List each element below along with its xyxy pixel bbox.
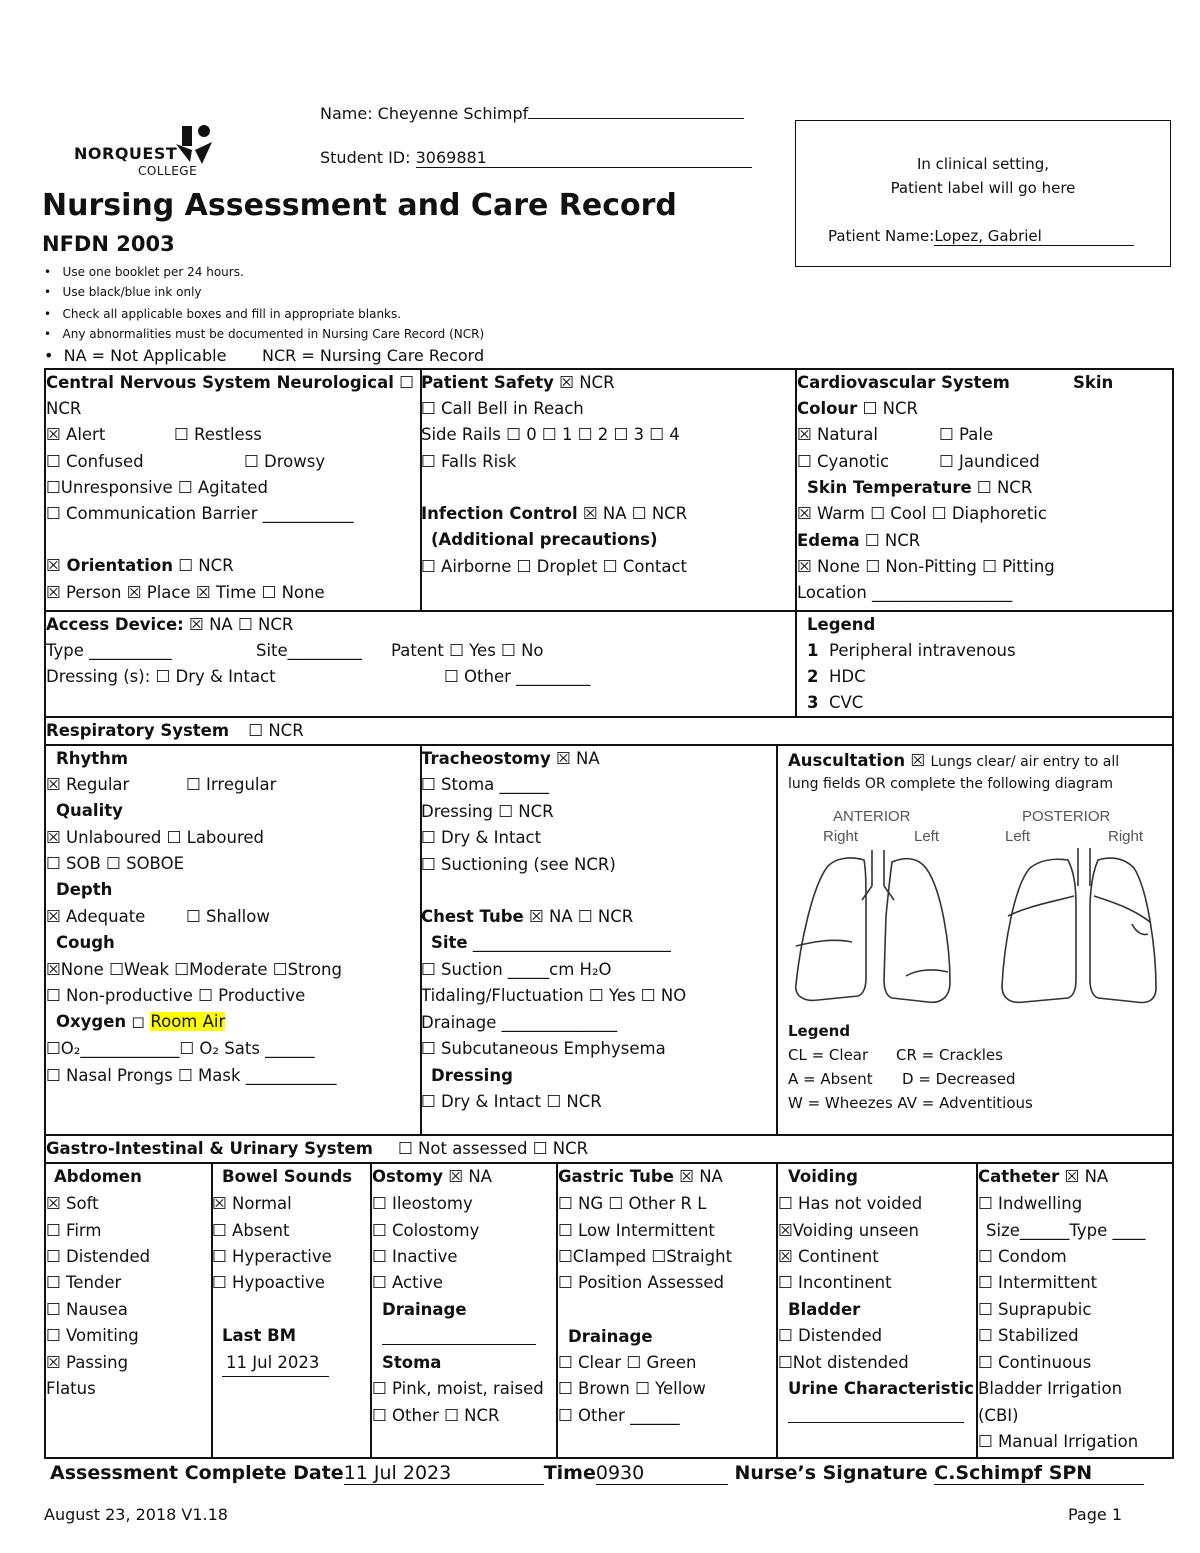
skin-temperature-ncr[interactable]: ☐ NCR	[971, 478, 1033, 497]
ostomy-item[interactable]: ☐ Ileostomy	[372, 1194, 473, 1213]
regular-checkbox[interactable]: ☒ Regular	[46, 775, 130, 794]
communication-barrier-row[interactable]: ☐ Communication Barrier ___________	[46, 504, 354, 523]
abdomen-item[interactable]: ☐ Tender	[46, 1273, 122, 1292]
edema-location-field[interactable]: Location _________________	[797, 583, 1013, 602]
gi-header	[46, 1136, 1170, 1162]
signature-label: Nurse’s Signature	[734, 1462, 928, 1484]
bladder-title: Bladder	[788, 1300, 861, 1319]
patent-options[interactable]: Patent ☐ Yes ☐ No	[391, 641, 544, 660]
bowel-sounds-section	[212, 1164, 369, 1456]
abdomen-item[interactable]: ☐ Distended	[46, 1247, 151, 1266]
edema-options[interactable]: ☒ None ☐ Non-Pitting ☐ Pitting	[797, 557, 1055, 576]
abdomen-item[interactable]: ☒ Soft	[46, 1194, 99, 1213]
patient-name-label: Patient Name:	[828, 227, 935, 245]
posterior-label: POSTERIOR	[1022, 808, 1111, 825]
urine-characteristic-title: Urine Characteristic	[788, 1379, 974, 1398]
call-bell-checkbox[interactable]: ☐ Call Bell in Reach	[421, 399, 584, 418]
cardiovascular-title: Cardiovascular System	[797, 373, 1010, 392]
legend-item: 2 HDC	[807, 667, 866, 686]
quality-options-2[interactable]: ☐ SOB ☐ SOBOE	[46, 854, 185, 873]
colour-ncr[interactable]: ☐ NCR	[857, 399, 918, 418]
catheter-item[interactable]: ☐ Indwelling	[978, 1194, 1083, 1213]
catheter-title: Catheter	[978, 1167, 1060, 1186]
tracheostomy-section	[421, 746, 775, 1132]
patient-name-value: Lopez, Gabriel	[934, 227, 1134, 246]
lung-diagram-icon	[792, 846, 1170, 1016]
trach-dry-checkbox[interactable]: ☐ Dry & Intact	[421, 828, 542, 847]
bladder-option-2[interactable]: ☐Not distended	[778, 1353, 909, 1372]
gastric-item[interactable]: ☐ Low Intermittent	[558, 1221, 715, 1240]
gi-title: Gastro-Intestinal & Urinary System	[46, 1139, 373, 1158]
legend-clear: CL = Clear	[788, 1046, 869, 1064]
ostomy-na[interactable]: ☒ NA	[443, 1167, 492, 1186]
time-value[interactable]: 0930	[596, 1462, 728, 1485]
rhythm-title: Rhythm	[56, 749, 129, 768]
respiratory-title: Respiratory System	[46, 721, 230, 740]
anterior-left-label: Left	[914, 828, 940, 845]
posterior-left-label: Left	[1005, 828, 1031, 845]
course-code: NFDN 2003	[42, 232, 175, 256]
oxygen-title: Oxygen	[56, 1012, 127, 1031]
legend-absent: A = Absent	[788, 1070, 873, 1088]
quality-title: Quality	[56, 801, 123, 820]
instruction-item: • Any abnormalities must be documented in Nursing Care Record (NCR)	[44, 327, 485, 341]
subcutaneous-checkbox[interactable]: ☐ Subcutaneous Emphysema	[421, 1039, 666, 1058]
voiding-item[interactable]: ☐ Incontinent	[778, 1273, 892, 1292]
voiding-item[interactable]: ☐ Has not voided	[778, 1194, 923, 1213]
cough-options-2[interactable]: ☐ Non-productive ☐ Productive	[46, 986, 306, 1005]
additional-precautions-label: (Additional precautions)	[431, 530, 658, 549]
precautions-options[interactable]: ☐ Airborne ☐ Droplet ☐ Contact	[421, 557, 688, 576]
gastric-item[interactable]: ☐ NG ☐ Other R L	[558, 1194, 707, 1213]
legend-item: 1 Peripheral intravenous	[807, 641, 1016, 660]
abdomen-section	[46, 1164, 210, 1456]
time-label: Time	[543, 1462, 596, 1484]
cns-ncr: NCR	[46, 399, 82, 418]
patient-safety-title: Patient Safety	[421, 373, 554, 392]
label-box-line2: Patient label will go here	[890, 179, 1076, 197]
manual-irrigation-checkbox[interactable]: ☐ Manual Irrigation	[978, 1432, 1139, 1451]
nasal-prongs-row[interactable]: ☐ Nasal Prongs ☐ Mask ___________	[46, 1066, 337, 1085]
shallow-checkbox[interactable]: ☐ Shallow	[186, 907, 270, 926]
access-device-section	[46, 612, 794, 714]
bowel-item[interactable]: ☒ Normal	[212, 1194, 292, 1213]
infection-control-title: Infection Control	[421, 504, 578, 523]
name-label: Name: Cheyenne Schimpf	[320, 104, 529, 123]
orientation-ncr[interactable]: ☐ NCR	[172, 556, 234, 575]
cbi-label: (CBI)	[978, 1406, 1019, 1425]
suctioning-checkbox[interactable]: ☐ Suctioning (see NCR)	[421, 855, 616, 874]
complete-date-label: Assessment Complete Date	[50, 1462, 344, 1484]
patient-label-box	[795, 120, 1171, 267]
skin-title: Skin	[1073, 373, 1114, 392]
auscultation-legend-title: Legend	[788, 1022, 851, 1040]
stoma-option-2[interactable]: ☐ Other ☐ NCR	[372, 1406, 500, 1425]
auscultation-text1: Lungs clear/ air entry to all	[930, 754, 1120, 770]
natural-checkbox[interactable]: ☒ Natural	[797, 425, 878, 444]
cyanotic-checkbox[interactable]: ☐ Cyanotic	[797, 452, 890, 471]
last-bm-title: Last BM	[222, 1326, 297, 1345]
stoma-field[interactable]: ☐ Stoma ______	[421, 775, 550, 794]
page-number: Page 1	[1068, 1505, 1122, 1524]
signature-value[interactable]: C.Schimpf SPN	[934, 1462, 1144, 1485]
student-id-label: Student ID:	[320, 148, 416, 167]
access-type-field[interactable]: Type __________	[46, 641, 172, 660]
cns-section	[46, 370, 418, 608]
abdomen-item[interactable]: ☐ Vomiting	[46, 1326, 139, 1345]
urine-characteristic-field[interactable]	[788, 1422, 964, 1423]
depth-title: Depth	[56, 880, 113, 899]
tracheostomy-na[interactable]: ☒ NA	[550, 749, 600, 768]
legend-item: 3 CVC	[807, 693, 864, 712]
catheter-na[interactable]: ☒ NA	[1059, 1167, 1109, 1186]
patient-safety-section	[421, 370, 793, 608]
logo-text: NORQUEST	[74, 144, 178, 163]
legend-decreased: D = Decreased	[902, 1070, 1016, 1088]
gastric-drainage-title: Drainage	[568, 1327, 653, 1346]
side-rails-row[interactable]: Side Rails ☐ 0 ☐ 1 ☐ 2 ☐ 3 ☐ 4	[421, 425, 680, 444]
falls-risk-checkbox[interactable]: ☐ Falls Risk	[421, 452, 517, 471]
bladder-option-1[interactable]: ☐ Distended	[778, 1326, 883, 1345]
instruction-item: • Use one booklet per 24 hours.	[44, 265, 244, 279]
bowel-item[interactable]: ☐ Absent	[212, 1221, 290, 1240]
label-box-line1: In clinical setting,	[916, 155, 1050, 173]
access-legend	[797, 612, 1171, 714]
quality-options-1[interactable]: ☒ Unlaboured ☐ Laboured	[46, 828, 264, 847]
cardiovascular-section	[797, 370, 1171, 608]
chest-site-label: Site	[431, 933, 468, 952]
suction-field[interactable]: ☐ Suction _____cm H₂O	[421, 960, 612, 979]
tidaling-options[interactable]: Tidaling/Fluctuation ☐ Yes ☐ NO	[421, 986, 687, 1005]
cns-title: Central Nervous System Neurological	[46, 373, 394, 392]
legend-wheezes: W = Wheezes AV = Adventitious	[788, 1094, 1033, 1112]
chest-tube-options[interactable]: ☒ NA ☐ NCR	[523, 907, 634, 926]
posterior-right-label: Right	[1108, 828, 1144, 845]
instructions-list	[44, 262, 484, 368]
ostomy-item[interactable]: ☐ Active	[372, 1273, 444, 1292]
ostomy-drainage-field[interactable]	[382, 1344, 536, 1345]
drowsy-checkbox[interactable]: ☐ Drowsy	[244, 452, 326, 471]
irregular-checkbox[interactable]: ☐ Irregular	[186, 775, 277, 794]
bowel-item[interactable]: ☐ Hypoactive	[212, 1273, 325, 1292]
gastric-drainage-2[interactable]: ☐ Brown ☐ Yellow	[558, 1379, 706, 1398]
chest-dressing-options[interactable]: ☐ Dry & Intact ☐ NCR	[421, 1092, 602, 1111]
last-bm-value[interactable]: 11 Jul 2023	[222, 1350, 329, 1377]
student-id-value: 3069881	[416, 148, 752, 168]
catheter-item[interactable]: ☐ Condom	[978, 1247, 1067, 1266]
gastric-tube-na[interactable]: ☒ NA	[673, 1167, 723, 1186]
tracheostomy-title: Tracheostomy	[421, 749, 551, 768]
bowel-item[interactable]: ☐ Hyperactive	[212, 1247, 332, 1266]
edema-title: Edema	[797, 531, 860, 550]
trach-dressing-ncr[interactable]: Dressing ☐ NCR	[421, 802, 554, 821]
access-other-field[interactable]: ☐ Other _________	[444, 667, 591, 686]
auscultation-checkbox[interactable]: ☒	[905, 751, 931, 770]
gi-options[interactable]: ☐ Not assessed ☐ NCR	[398, 1139, 589, 1158]
catheter-item[interactable]: ☐ Stabilized	[978, 1326, 1079, 1345]
abbreviations: • NA = Not Applicable NCR = Nursing Care Record	[44, 346, 485, 365]
legend-crackles: CR = Crackles	[896, 1046, 1003, 1064]
access-site-field[interactable]: Site_________	[256, 641, 362, 660]
orientation-options[interactable]: ☒ Person ☒ Place ☒ Time ☐ None	[46, 583, 325, 602]
chest-drainage-field[interactable]: Drainage ______________	[421, 1013, 618, 1032]
infection-control-options[interactable]: ☒ NA ☐ NCR	[577, 504, 688, 523]
gastric-tube-section	[558, 1164, 775, 1456]
respiratory-ncr[interactable]: ☐ NCR	[243, 721, 304, 740]
patient-name-field[interactable]	[828, 227, 1134, 246]
o2-row[interactable]: ☐O₂____________☐ O₂ Sats ______	[46, 1039, 315, 1058]
access-device-options[interactable]: ☒ NA ☐ NCR	[183, 615, 294, 634]
access-legend-title: Legend	[807, 615, 876, 634]
patient-safety-ncr[interactable]: ☒ NCR	[553, 373, 615, 392]
ostomy-title: Ostomy	[372, 1167, 444, 1186]
flatus-label: Flatus	[46, 1379, 96, 1398]
alert-checkbox[interactable]: ☒ Alert	[46, 425, 106, 444]
voiding-title: Voiding	[788, 1167, 858, 1186]
stoma-title: Stoma	[382, 1353, 442, 1372]
orientation-title[interactable]: ☒ Orientation	[46, 556, 173, 575]
access-device-title: Access Device:	[46, 615, 184, 634]
access-dressing-options[interactable]: Dressing (s): ☐ Dry & Intact	[46, 667, 276, 686]
colour-title: Colour	[797, 399, 858, 418]
anterior-label: ANTERIOR	[833, 808, 911, 825]
ostomy-drainage-title: Drainage	[382, 1300, 467, 1319]
adequate-checkbox[interactable]: ☒ Adequate	[46, 907, 146, 926]
voiding-item[interactable]: ☒ Continent	[778, 1247, 879, 1266]
ostomy-section	[372, 1164, 555, 1456]
respiratory-header	[46, 718, 1170, 744]
gastric-tube-title: Gastric Tube	[558, 1167, 674, 1186]
version-label: August 23, 2018 V1.18	[44, 1505, 228, 1524]
name-field[interactable]	[320, 104, 744, 123]
cough-title: Cough	[56, 933, 115, 952]
ostomy-item[interactable]: ☐ Colostomy	[372, 1221, 480, 1240]
edema-ncr[interactable]: ☐ NCR	[859, 531, 921, 550]
abdomen-item[interactable]: ☐ Nausea	[46, 1300, 128, 1319]
stoma-option-1[interactable]: ☐ Pink, moist, raised	[372, 1379, 544, 1398]
auscultation-text2: lung fields OR complete the following diagram	[788, 776, 1113, 792]
voiding-section	[778, 1164, 975, 1456]
catheter-section	[978, 1164, 1171, 1456]
bowel-sounds-title: Bowel Sounds	[222, 1167, 353, 1186]
gastric-drainage-3[interactable]: ☐ Other ______	[558, 1406, 680, 1425]
ostomy-item[interactable]: ☐ Inactive	[372, 1247, 458, 1266]
auscultation-section	[778, 746, 1170, 1132]
abdomen-item[interactable]: ☒ Passing	[46, 1353, 129, 1372]
unresponsive-agitated-row[interactable]: ☐Unresponsive ☐ Agitated	[46, 478, 268, 497]
confused-checkbox[interactable]: ☐ Confused	[46, 452, 144, 471]
skin-temperature-title: Skin Temperature	[807, 478, 972, 497]
instruction-item: • Use black/blue ink only	[44, 285, 202, 299]
catheter-item[interactable]: ☐ Continuous	[978, 1353, 1092, 1372]
cns-checkbox[interactable]: ☐	[399, 373, 414, 392]
cough-options-1[interactable]: ☒None ☐Weak ☐Moderate ☐Strong	[46, 960, 342, 979]
skin-temperature-options[interactable]: ☒ Warm ☐ Cool ☐ Diaphoretic	[797, 504, 1047, 523]
chest-dressing-title: Dressing	[431, 1066, 513, 1085]
instruction-item: • Check all applicable boxes and fill in appropriate blanks.	[44, 307, 402, 321]
anterior-right-label: Right	[823, 828, 859, 845]
catheter-size-type-field[interactable]: Size______Type ____	[986, 1221, 1146, 1240]
auscultation-title: Auscultation	[788, 751, 906, 770]
bladder-irrigation-label: Bladder Irrigation	[978, 1379, 1123, 1398]
respiratory-section	[46, 746, 418, 1132]
catheter-item[interactable]: ☐ Intermittent	[978, 1273, 1098, 1292]
voiding-item[interactable]: ☒Voiding unseen	[778, 1221, 919, 1240]
abdomen-item[interactable]: ☐ Firm	[46, 1221, 102, 1240]
norquest-logo	[74, 122, 219, 184]
restless-checkbox[interactable]: ☐ Restless	[174, 425, 262, 444]
abdomen-title: Abdomen	[54, 1167, 142, 1186]
student-id-field[interactable]	[320, 148, 752, 168]
chest-tube-title: Chest Tube	[421, 907, 524, 926]
gastric-item[interactable]: ☐ Position Assessed	[558, 1273, 724, 1292]
page-title: Nursing Assessment and Care Record	[42, 188, 677, 223]
logo-subtext: COLLEGE	[138, 164, 198, 178]
gastric-item[interactable]: ☐Clamped ☐Straight	[558, 1247, 733, 1266]
chest-site-field[interactable]: ________________________	[467, 933, 671, 952]
oxygen-checkbox[interactable]: ◻	[126, 1012, 151, 1031]
assessment-complete-row	[50, 1462, 1144, 1485]
complete-date-value[interactable]: 11 Jul 2023	[344, 1462, 544, 1485]
gastric-drainage-1[interactable]: ☐ Clear ☐ Green	[558, 1353, 697, 1372]
room-air-label: Room Air	[150, 1012, 226, 1031]
pale-checkbox[interactable]: ☐ Pale	[939, 425, 994, 444]
catheter-item[interactable]: ☐ Suprapubic	[978, 1300, 1092, 1319]
jaundiced-checkbox[interactable]: ☐ Jaundiced	[939, 452, 1040, 471]
